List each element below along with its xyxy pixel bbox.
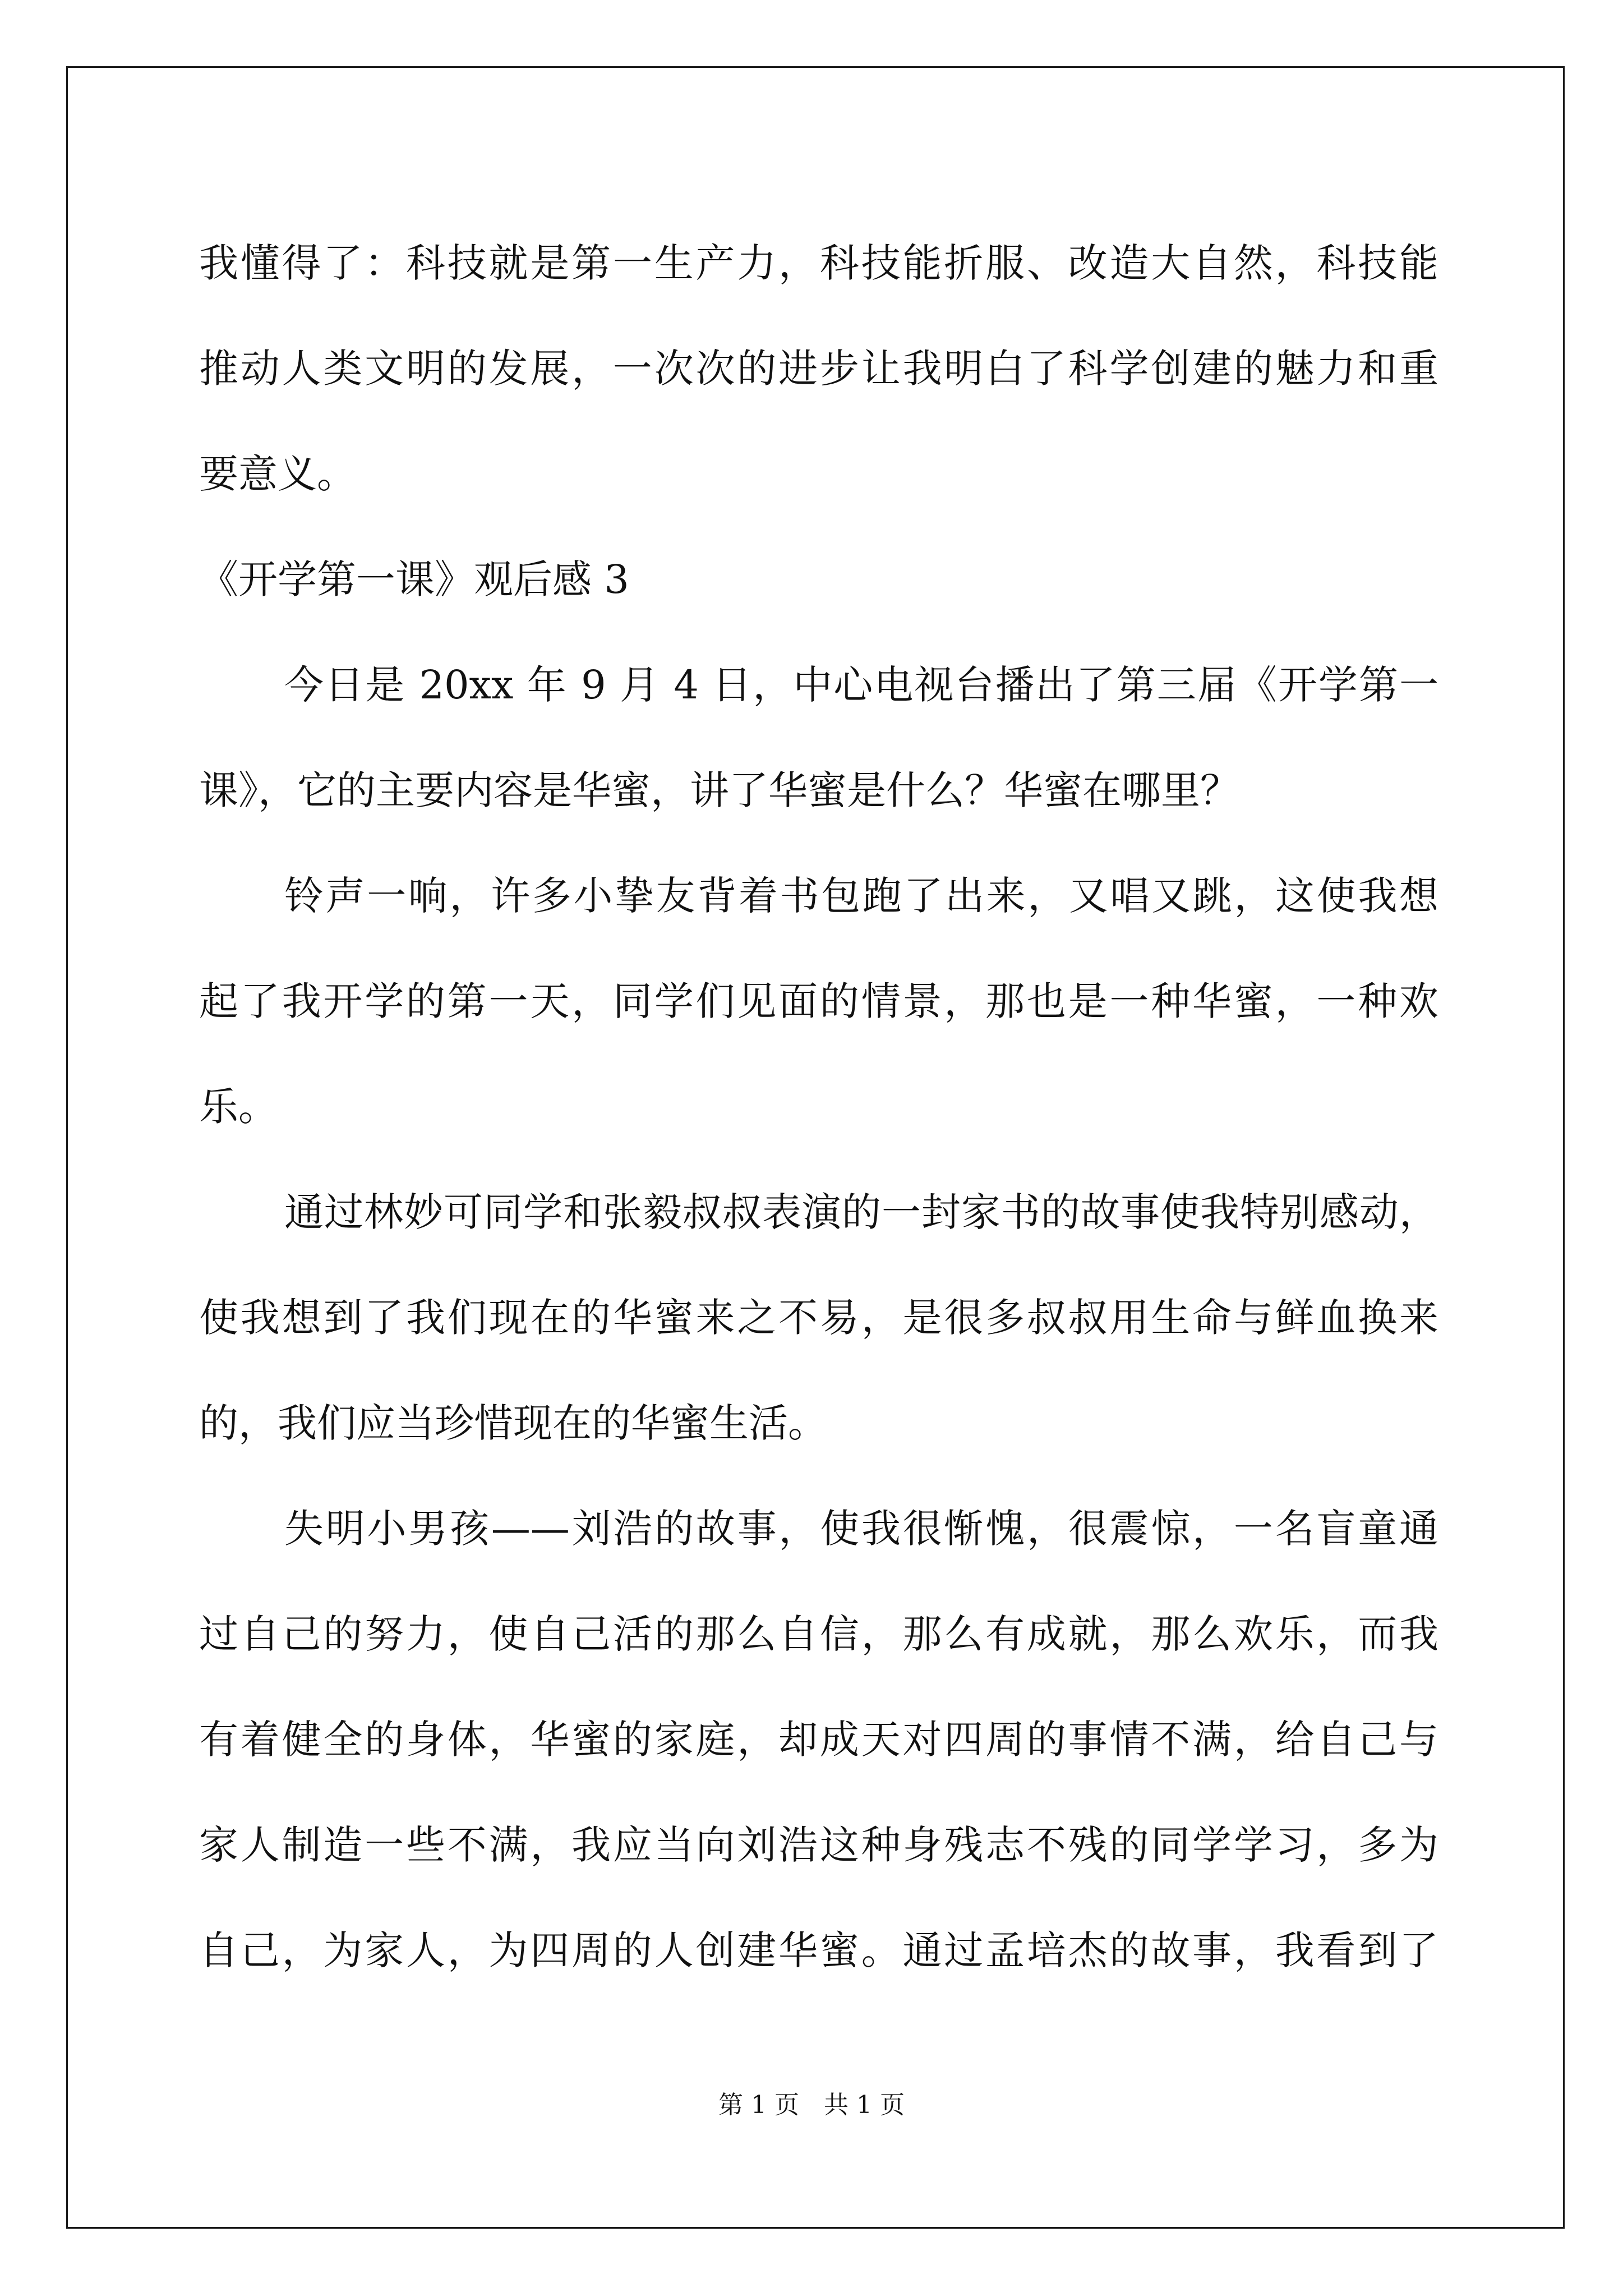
page-footer: 第 1 页 共 1 页: [718, 2091, 905, 2119]
text-line: 过自己的努力，使自己活的那么自信，那么有成就，那么欢乐，而我: [199, 1611, 1438, 1657]
text-line: 家人制造一些不满，我应当向刘浩这种身残志不残的同学学习，多为: [199, 1822, 1438, 1868]
text-line: 要意义。: [199, 451, 356, 497]
text-line: 的，我们应当珍惜现在的华蜜生活。: [199, 1400, 827, 1446]
text-line: 有着健全的身体，华蜜的家庭，却成天对四周的事情不满，给自己与: [199, 1717, 1438, 1763]
text-line: 乐。: [199, 1084, 278, 1130]
section-heading: 《开学第一课》观后感 3: [199, 556, 629, 602]
paragraph-start: 通过林妙可同学和张毅叔叔表演的一封家书的故事使我特别感动，: [284, 1189, 1438, 1235]
text-line: 使我想到了我们现在的华蜜来之不易，是很多叔叔用生命与鲜血换来: [199, 1295, 1438, 1341]
text-line: 我懂得了：科技就是第一生产力，科技能折服、改造大自然，科技能: [199, 240, 1438, 286]
text-line: 自己，为家人，为四周的人创建华蜜。通过孟培杰的故事，我看到了: [199, 1927, 1438, 1973]
text-line: 起了我开学的第一天，同学们见面的情景，那也是一种华蜜，一种欢: [199, 978, 1438, 1024]
paragraph-start: 铃声一响，许多小挚友背着书包跑了出来，又唱又跳，这使我想: [284, 873, 1438, 919]
text-line: 推动人类文明的发展，一次次的进步让我明白了科学创建的魅力和重: [199, 346, 1438, 392]
paragraph-start: 失明小男孩——刘浩的故事，使我很惭愧，很震惊，一名盲童通: [284, 1506, 1438, 1552]
paragraph-start: 今日是 20xx 年 9 月 4 日，中心电视台播出了第三届《开学第一: [284, 662, 1438, 708]
text-line: 课》，它的主要内容是华蜜，讲了华蜜是什么？华蜜在哪里？: [199, 767, 1239, 813]
document-body: [199, 210, 1438, 2003]
